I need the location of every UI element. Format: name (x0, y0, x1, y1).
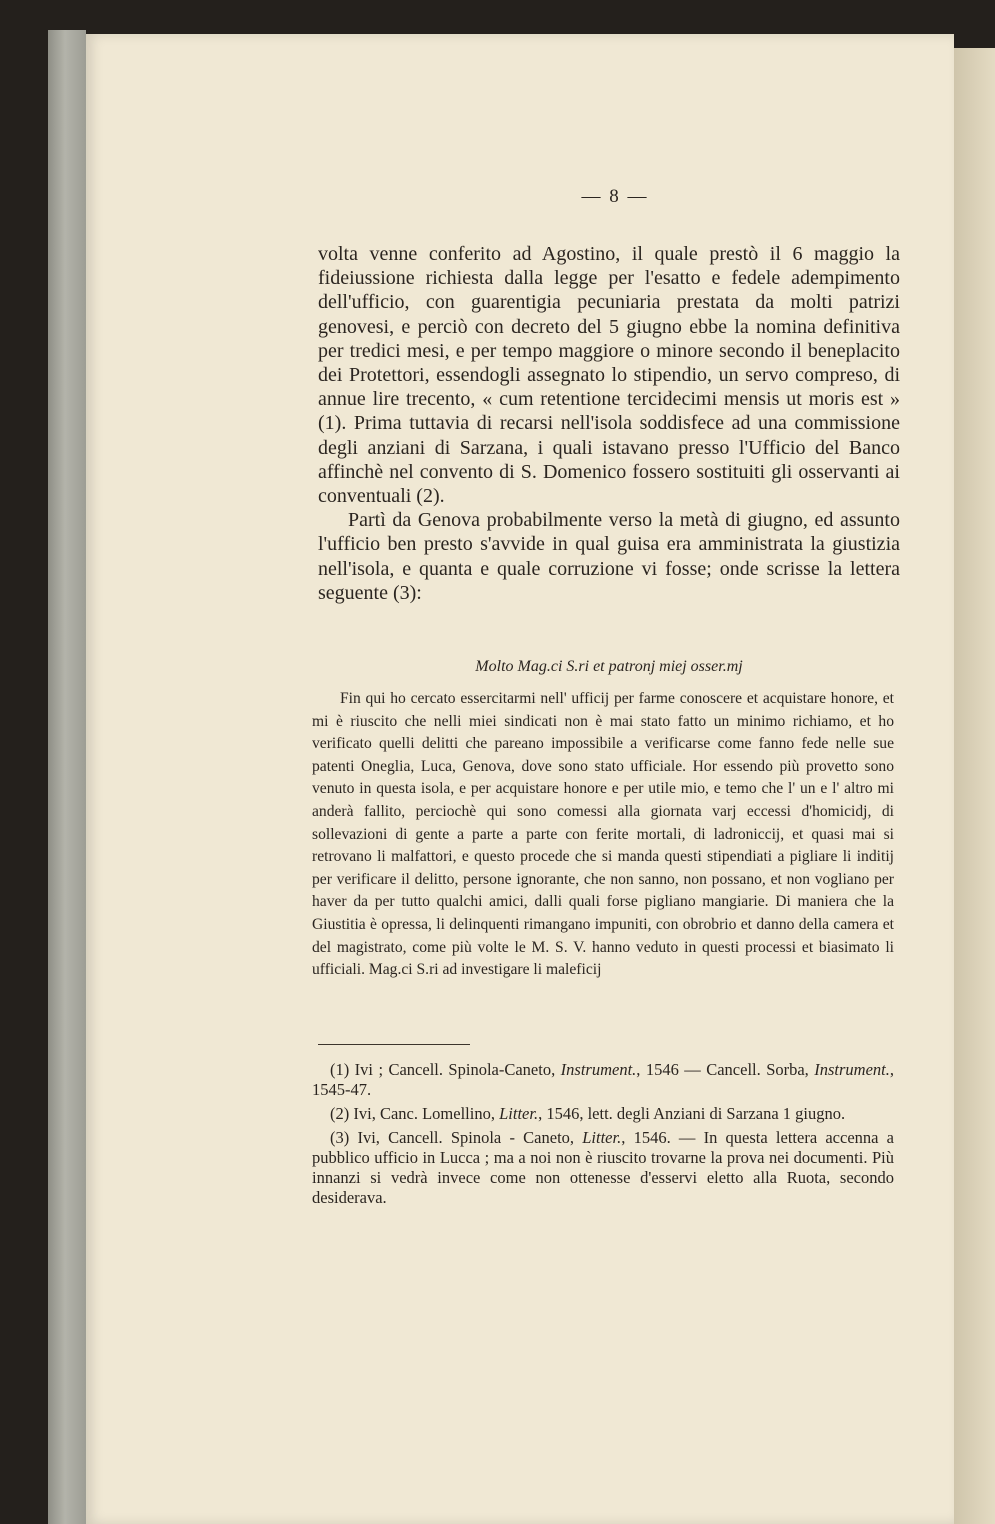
footnote-2: (2) Ivi, Canc. Lomellino, Litter., 1546, lett. degli Anziani di Sarzana 1 giugno. (330, 1104, 846, 1123)
quoted-letter (312, 688, 894, 982)
paragraph-2: Partì da Genova probabilmente verso la metà di giugno, ed assunto l'ufficio ben presto s'avvide in qual guisa era amministrata la giustizia nell'isola, e quanta e quale corruzione vi fosse; onde scrisse la lettera seguente (3): (318, 509, 900, 604)
footnote-1: (1) Ivi ; Cancell. Spinola-Caneto, Instrument., 1546 — Cancell. Sorba, Instrument., 1545-47. (312, 1060, 894, 1099)
footnotes (312, 1060, 894, 1212)
main-text (318, 242, 900, 605)
footnote-rule (318, 1044, 470, 1045)
paragraph-1: volta venne conferito ad Agostino, il quale prestò il 6 maggio la fideiussione richiesta dalla legge per l'esatto e fedele adempimento dell'ufficio, con guarentigia pecuniaria prestata da molti patrizi genovesi, e perciò con decreto del 5 giugno ebbe la nomina definitiva per tredici mesi, e per tempo maggiore o minore secondo il beneplacito dei Protettori, essendogli assegnato lo stipendio, un servo compreso, di annue lire trecento, « cum retentione tercidecimi mensis ut moris est » (1). Prima tuttavia di recarsi nell'isola soddisfece ad una commissione degli anziani di Sarzana, i quali istavano presso l'Ufficio del Banco affinchè nel convento di S. Domenico fossero sostituiti gli osservanti ai conventuali (2). (318, 243, 900, 508)
next-page-edge (954, 48, 995, 1524)
page-number: — 8 — (581, 186, 649, 207)
letter-salutation: Molto Mag.ci S.ri et patronj miej osser.mj (475, 658, 743, 675)
letter-text: Fin qui ho cercato essercitarmi nell' ufficij per farme conoscere et acquistare honore, et mi è riuscito che nelli miei sindicati non è mai stato fatto un minimo richiamo, et ho verificato quelli delitti che pareano impossibile a verificarse come fanno fede nelle sue patenti Oneglia, Luca, Genova, dove sono stato ufficiale. Hor essendo più provetto sono venuto in questa isola, e per acquistare honore e per utile mio, e temo che l' un e l' altro mi anderà fallito, perciochè qui sono comessi alla giornata varj eccessi d'homicidj, di sollevazioni di gente a parte a parte con ferite mortali, di ladroniccij, et quasi mai si retrovano li malfattori, e questo procede che si manda questi stipendiati a pigliare li inditij per verificare il delitto, persone ignorante, che non sanno, non possano, et non vogliano per haver da per tutto qualchi amici, dalli quali forse pigliano mangiarie. Di maniera che la Giustitia è opressa, li delinquenti rimangano impuniti, con obrobrio et danno della camera et del magistrato, come più volte le M. S. V. hanno veduto in questi processi et biasimato li ufficiali. Mag.ci S.ri ad investigare li maleficij (312, 690, 894, 979)
book-spine (48, 30, 86, 1524)
footnote-3: (3) Ivi, Cancell. Spinola - Caneto, Litter., 1546. — In questa lettera accenna a pubblico ufficio in Lucca ; ma a noi non è riuscito trovarne la prova nei documenti. Più innanzi si vedrà invece come non ottenesse d'esservi eletto alla Ruota, secondo desiderava. (312, 1128, 894, 1207)
